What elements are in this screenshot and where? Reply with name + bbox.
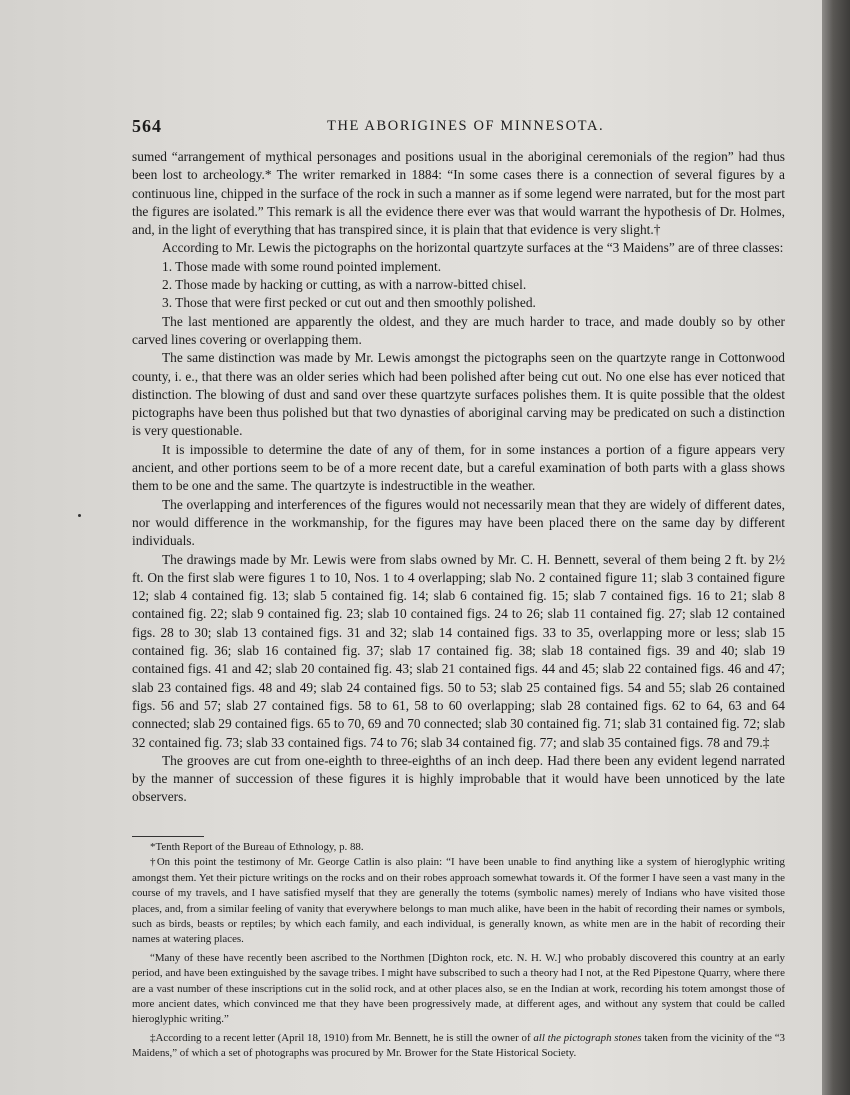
paragraph: sumed “arrangement of mythical personages and positions usual in the aboriginal ceremonials of the region” had thus been lost to archeology.* The writer remarked in 1884: “In some cases there is a connection of several figures by a continuous line, chipped in the surface of the rock in such a manner as if some legend were narrated, but for the most part the figures are isolated.” This remark is all the evidence there ever was that would warrant the hypothesis of Dr. Holmes, and, in the light of everything that has transpired since, it is plain that that evidence is very slight.†	[132, 149, 785, 238]
footnotes	[132, 840, 785, 1062]
list-item: 2. Those made by hacking or cutting, as with a narrow-bitted chisel.	[162, 277, 527, 293]
paragraph: The drawings made by Mr. Lewis were from slabs owned by Mr. C. H. Bennett, several of them being 2 ft. by 2½ ft. On the first slab were figures 1 to 10, Nos. 1 to 4 overlapping; slab No. 2 contained figure 11; slab 3 contained figure 12; slab 4 contained fig. 13; slab 5 contained fig. 14; slab 6 contained fig. 15; slab 7 contained figs. 16 to 21; slab 8 contained fig. 22; slab 9 contained fig. 23; slab 10 contained figs. 24 to 26; slab 11 contained fig. 27; slab 12 contained figs. 28 to 30; slab 13 contained figs. 31 and 32; slab 14 contained figs. 33 to 35, overlapping more or less; slab 15 contained fig. 36; slab 16 contained fig. 37; slab 17 contained fig. 38; slab 18 contained figs. 39 and 40; slab 19 contained figs. 41 and 42; slab 20 contained fig. 43; slab 21 contained figs. 44 and 45; slab 22 contained figs. 46 and 47; slab 23 contained figs. 48 and 49; slab 24 contained figs. 50 to 53; slab 25 contained figs. 54 and 55; slab 26 contained figs. 56 and 57; slab 27 contained figs. 58 to 61, 58 to 60 overlapping; slab 28 contained figs. 62 to 64, 63 and 64 connected; slab 29 contained figs. 65 to 70, 69 and 70 connected; slab 30 contained fig. 71; slab 31 contained fig. 72; slab 32 contained fig. 73; slab 33 contained figs. 74 to 76; slab 34 contained fig. 77; and slab 35 contained figs. 78 and 79.‡	[132, 551, 786, 750]
footnote-italic-text: all the pictograph stones	[533, 1031, 642, 1044]
paragraph: The same distinction was made by Mr. Lewis amongst the pictographs seen on the quartzyte range in Cottonwood county, i. e., that there was an older series which had been polished after being cut out. No one else has ever noticed that distinction. The blowing of dust and sand over these quartzyte surfaces polishes them. It is quite possible that the oldest pictographs have been thus polished but that two dynasties of aboriginal carving may be predicated on such a distinction is very questionable.	[132, 350, 785, 439]
list-item: 3. Those that were first pecked or cut out and then smoothly polished.	[162, 295, 536, 311]
paragraph: It is impossible to determine the date of any of them, for in some instances a portion of a figure appears very ancient, and other portions seem to be of a more recent date, but a careful examination of both parts with a glass shows them to be one and the same. The quartzyte is indestructible in the weather.	[132, 441, 785, 494]
classes-list	[132, 258, 785, 313]
footnote: *Tenth Report of the Bureau of Ethnology, p. 88.	[150, 841, 364, 853]
page-header	[132, 116, 782, 140]
paragraph: The last mentioned are apparently the oldest, and they are much harder to trace, and made doubly so by other carved lines covering or overlapping them.	[132, 313, 785, 347]
footnote-text: taken from the vicinity of the “3 Maidens,” of which a set of photographs was procured by Mr. Brower for the State Historical Society.	[132, 1031, 785, 1060]
paragraph: The overlapping and interferences of the figures would not necessarily mean that they are widely of different dates, nor would difference in the workmanship, for the figures may have been placed there on the same day by different individuals.	[132, 496, 785, 549]
footnote-text: ‡According to a recent letter (April 18, 1910) from Mr. Bennett, he is still the owner of	[150, 1031, 534, 1044]
footnote: “Many of these have recently been ascribed to the Northmen [Dighton rock, etc. N. H. W.] who probably discovered this country at an early period, and have been extinguished by the savage tribes. I might have subscribed to such a theory had I not, at the Red Pipestone Quarry, where there are a vast number of these inscriptions cut in the solid rock, and at other places also, se en the Indian at work, recording his totem amongst those of more ancient dates, which convinced me that they have been progressively made, at different ages, and without any system that could be called hieroglyphic writing.”	[132, 951, 785, 1026]
ink-speck	[78, 514, 81, 517]
running-title: THE ABORIGINES OF MINNESOTA.	[327, 118, 605, 134]
main-text	[132, 148, 785, 807]
book-spine-shadow	[822, 0, 850, 1095]
page-number: 564	[132, 116, 162, 136]
paragraph: According to Mr. Lewis the pictographs on the horizontal quartzyte surfaces at the “3 Maidens” are of three classes:	[162, 240, 784, 256]
footnote-divider	[132, 836, 204, 837]
list-item: 1. Those made with some round pointed implement.	[162, 258, 442, 274]
footnote: †On this point the testimony of Mr. George Catlin is also plain: “I have been unable to find anything like a system of hieroglyphic writing amongst them. Yet their picture writings on the rocks and on their robes approach somewhat towards it. Of the former I have seen a vast many in the course of my travels, and I have satisfied myself that they are generally the totems (symbolic names) merely of Indians who have visited those places, and, from a similar feeling of vanity that everywhere belongs to man much alike, have been in the habit of recording their names or symbols, such as birds, beasts or reptiles; by which each family, and each individual, is generally known, as white men are in the habit of recording their names at watering places.	[132, 856, 785, 946]
footnote	[132, 1031, 785, 1062]
paragraph: The grooves are cut from one-eighth to three-eighths of an inch deep. Had there been any evident legend narrated by the manner of succession of these figures it is highly improbable that it would have been unnoticed by the late observers.	[132, 752, 785, 805]
